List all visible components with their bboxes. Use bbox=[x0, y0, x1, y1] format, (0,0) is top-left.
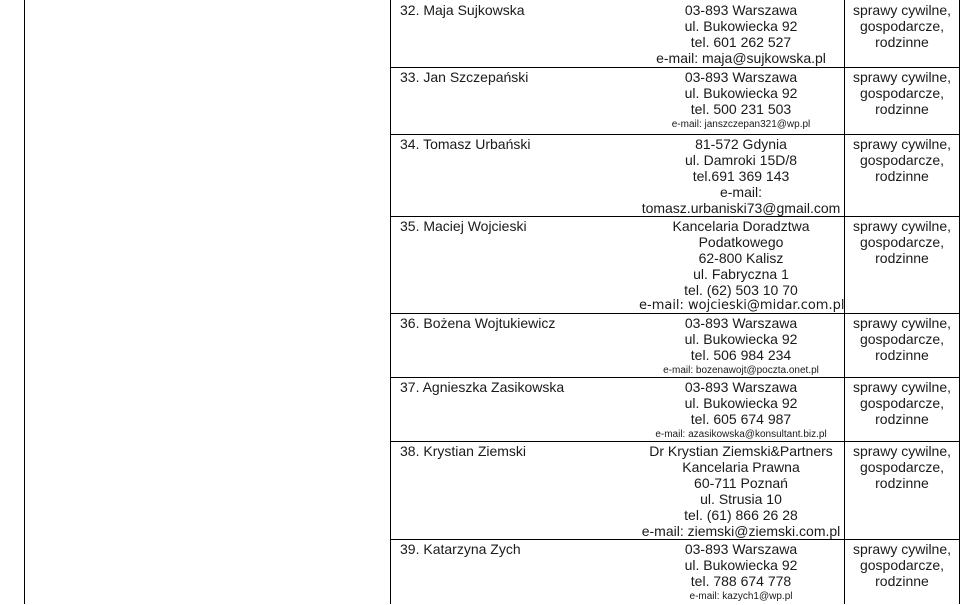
email[interactable]: e-mail: kazych1@wp.pl bbox=[689, 591, 793, 602]
spec-line: rodzinne bbox=[875, 34, 929, 50]
person-name: 38. Krystian Ziemski bbox=[400, 443, 527, 459]
address-line: Kancelaria Doradztwa bbox=[672, 218, 810, 234]
email[interactable]: e-mail: ziemski@ziemski.com.pl bbox=[641, 523, 841, 539]
phone: tel. 601 262 527 bbox=[690, 34, 792, 50]
table-row bbox=[391, 539, 960, 604]
address-line: 03-893 Warszawa bbox=[684, 541, 798, 557]
spec-line: sprawy cywilne, bbox=[852, 69, 952, 85]
contact-address bbox=[639, 136, 843, 216]
address-line: ul. Bukowiecka 92 bbox=[684, 85, 798, 101]
person-name: 35. Maciej Wojcieski bbox=[400, 218, 527, 234]
contact-address bbox=[639, 315, 843, 379]
person-name: 39. Katarzyna Zych bbox=[400, 541, 521, 557]
spec-line: rodzinne bbox=[875, 347, 929, 363]
contact-address bbox=[639, 69, 843, 133]
table-row bbox=[391, 313, 960, 377]
email[interactable]: e-mail: maja@sujkowska.pl bbox=[656, 50, 826, 66]
contact-address bbox=[639, 379, 843, 443]
address-line: ul. Bukowiecka 92 bbox=[684, 331, 798, 347]
specialization bbox=[845, 69, 959, 117]
address-line: ul. Fabryczna 1 bbox=[693, 266, 789, 282]
spec-line: sprawy cywilne, bbox=[852, 541, 952, 557]
email[interactable]: e-mail: azasikowska@konsultant.biz.pl bbox=[655, 429, 827, 440]
email[interactable]: tomasz.urbaniski73@gmail.com bbox=[641, 200, 841, 216]
spec-line: rodzinne bbox=[875, 168, 929, 184]
person-name: 34. Tomasz Urbański bbox=[400, 136, 531, 152]
spec-line: rodzinne bbox=[875, 250, 929, 266]
specialization bbox=[845, 315, 959, 363]
address-line: ul. Bukowiecka 92 bbox=[684, 557, 798, 573]
email[interactable]: e-mail: wojcieski@midar.com.pl bbox=[639, 298, 845, 313]
spec-line: gospodarcze, bbox=[859, 395, 945, 411]
specialization bbox=[845, 443, 959, 491]
email[interactable]: e-mail: janszczepan321@wp.pl bbox=[671, 119, 811, 130]
phone: tel. 500 231 503 bbox=[690, 101, 792, 117]
table-row bbox=[391, 0, 960, 67]
spec-line: sprawy cywilne, bbox=[852, 379, 952, 395]
person-name: 37. Agnieszka Zasikowska bbox=[400, 379, 565, 395]
address-line: 03-893 Warszawa bbox=[684, 69, 798, 85]
address-line: 03-893 Warszawa bbox=[684, 2, 798, 18]
spec-line: gospodarcze, bbox=[859, 85, 945, 101]
address-line: Kancelaria Prawna bbox=[682, 459, 800, 475]
phone: tel. 605 674 987 bbox=[690, 411, 792, 427]
spec-line: rodzinne bbox=[875, 573, 929, 589]
spec-line: rodzinne bbox=[875, 475, 929, 491]
spec-line: gospodarcze, bbox=[859, 152, 945, 168]
email[interactable]: e-mail: bozenawojt@poczta.onet.pl bbox=[663, 365, 819, 376]
spec-line: sprawy cywilne, bbox=[852, 315, 952, 331]
spec-line: sprawy cywilne, bbox=[852, 136, 952, 152]
spec-line: rodzinne bbox=[875, 101, 929, 117]
address-line: 60-711 Poznań bbox=[694, 475, 788, 491]
address-line: Dr Krystian Ziemski&Partners bbox=[649, 443, 833, 459]
address-line: Podatkowego bbox=[698, 234, 784, 250]
spec-line: sprawy cywilne, bbox=[852, 2, 952, 18]
phone: tel. 788 674 778 bbox=[690, 573, 792, 589]
contact-address bbox=[639, 541, 843, 605]
specialization bbox=[845, 2, 959, 50]
phone: tel. (62) 503 10 70 bbox=[684, 282, 798, 298]
spec-line: gospodarcze, bbox=[859, 234, 945, 250]
specialization bbox=[845, 379, 959, 427]
address-line: ul. Damroki 15D/8 bbox=[684, 152, 798, 168]
phone: tel. 506 984 234 bbox=[690, 347, 792, 363]
address-line: 81-572 Gdynia bbox=[695, 136, 787, 152]
person-name: 32. Maja Sujkowska bbox=[400, 2, 525, 18]
spec-line: gospodarcze, bbox=[859, 331, 945, 347]
spec-line: sprawy cywilne, bbox=[852, 218, 952, 234]
spec-line: sprawy cywilne, bbox=[852, 443, 952, 459]
spec-line: gospodarcze, bbox=[859, 459, 945, 475]
contact-address bbox=[639, 443, 843, 539]
table-row bbox=[391, 134, 960, 216]
contact-address bbox=[639, 218, 843, 314]
table-row bbox=[391, 216, 960, 313]
person-name: 33. Jan Szczepański bbox=[400, 69, 529, 85]
specialization bbox=[845, 136, 959, 184]
phone: tel. (61) 866 26 28 bbox=[684, 507, 798, 523]
person-name: 36. Bożena Wojtukiewicz bbox=[400, 315, 556, 331]
specialization bbox=[845, 541, 959, 589]
table-border-left bbox=[24, 0, 25, 604]
spec-line: gospodarcze, bbox=[859, 557, 945, 573]
email-label: e-mail: bbox=[719, 184, 762, 200]
address-line: 03-893 Warszawa bbox=[684, 315, 798, 331]
contact-address bbox=[639, 2, 843, 66]
address-line: ul. Bukowiecka 92 bbox=[684, 395, 798, 411]
table-row bbox=[391, 67, 960, 134]
spec-line: gospodarcze, bbox=[859, 18, 945, 34]
address-line: ul. Strusia 10 bbox=[700, 491, 782, 507]
table-row bbox=[391, 441, 960, 539]
address-line: 62-800 Kalisz bbox=[698, 250, 784, 266]
table-row bbox=[391, 377, 960, 441]
address-line: ul. Bukowiecka 92 bbox=[684, 18, 798, 34]
phone: tel.691 369 143 bbox=[692, 168, 790, 184]
specialization bbox=[845, 218, 959, 266]
address-line: 03-893 Warszawa bbox=[684, 379, 798, 395]
spec-line: rodzinne bbox=[875, 411, 929, 427]
